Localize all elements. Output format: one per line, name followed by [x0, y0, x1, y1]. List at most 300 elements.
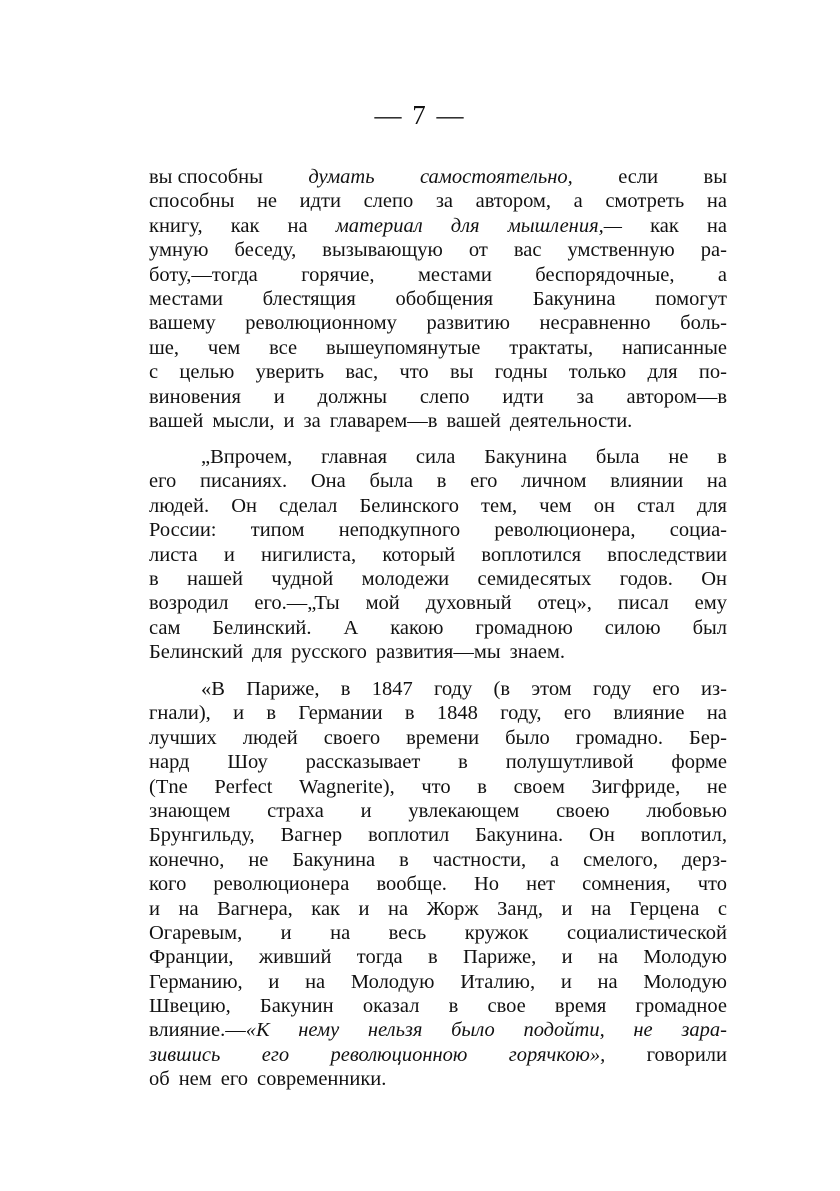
word: вы	[703, 166, 727, 188]
word: слепо	[419, 385, 470, 408]
word: местами	[149, 287, 223, 310]
text-line	[149, 567, 727, 591]
word: мой	[365, 592, 400, 615]
word: Perfect	[214, 775, 273, 798]
word: знающем	[149, 799, 231, 822]
word: а	[573, 190, 583, 213]
word: рассказывает	[305, 751, 421, 774]
text-line	[149, 445, 727, 469]
word: и	[149, 897, 160, 920]
text-line	[149, 994, 727, 1018]
word: этом	[531, 678, 572, 700]
word: полушутливой	[505, 751, 634, 774]
word: и	[233, 702, 245, 725]
text-line	[149, 336, 727, 360]
word: писал	[617, 592, 669, 615]
word: своего	[323, 726, 381, 749]
word: из-	[701, 678, 727, 700]
word: должны	[317, 385, 388, 408]
word: Молодую	[350, 970, 435, 993]
word: Вагнера,	[217, 897, 293, 920]
word: Молодую	[643, 970, 727, 993]
word: возродил	[149, 592, 229, 615]
word: в	[448, 995, 459, 1018]
word: подойти,	[523, 1019, 605, 1042]
word: говорили	[646, 1043, 727, 1066]
text-line	[149, 238, 727, 262]
word: на	[287, 214, 308, 237]
word: и	[223, 543, 235, 566]
text-line	[149, 726, 727, 750]
word: по-	[698, 361, 727, 384]
word: который	[382, 543, 456, 566]
word: на	[706, 702, 727, 725]
word: на	[305, 970, 326, 993]
word: отец»,	[537, 592, 592, 615]
word: году	[434, 678, 473, 700]
word: как	[230, 214, 260, 237]
text-line	[149, 775, 727, 799]
word: за	[576, 385, 594, 408]
word: и	[283, 409, 295, 432]
word: сам	[149, 616, 181, 639]
word: сомнения,	[582, 873, 671, 896]
word: Она	[310, 470, 346, 493]
word: не	[706, 775, 727, 798]
paragraph-3	[149, 677, 727, 1092]
word: он	[593, 494, 615, 517]
text-line	[149, 409, 727, 433]
text-line	[149, 263, 727, 287]
word: и	[360, 799, 372, 822]
word: в	[477, 775, 487, 798]
word: с	[717, 897, 727, 920]
word: время	[554, 995, 607, 1018]
word: его	[261, 1043, 290, 1066]
word: несравненно	[539, 312, 651, 335]
word: мысли,	[212, 409, 275, 432]
word: автором,	[475, 190, 552, 213]
word: Франции,	[149, 946, 234, 969]
word: и	[560, 970, 572, 993]
text-line	[149, 848, 727, 872]
text-line	[149, 469, 727, 493]
word: что	[399, 361, 429, 384]
word: его	[149, 470, 177, 493]
word: сделал	[279, 494, 338, 517]
word: беседу,	[234, 239, 297, 262]
word: в	[340, 678, 351, 700]
word: а	[550, 848, 560, 871]
word: была	[595, 446, 640, 468]
word: помогут	[655, 287, 727, 310]
word: идти	[299, 190, 341, 213]
word: Бакунина	[532, 287, 616, 310]
word: зара-	[681, 1019, 727, 1042]
word: современники.	[256, 1068, 387, 1091]
word: живший	[258, 946, 332, 969]
text-line	[149, 897, 727, 921]
word: от	[468, 239, 488, 262]
text-line	[149, 616, 727, 640]
word: не	[256, 190, 278, 213]
word: любовью	[646, 799, 727, 822]
word: Зигфриде,	[591, 775, 681, 798]
word: Огаревым,	[149, 921, 243, 944]
word: своею	[556, 799, 610, 822]
word: нигилиста,	[261, 543, 357, 566]
word: зившись	[149, 1043, 221, 1066]
word: и	[268, 970, 280, 993]
word: на	[388, 897, 409, 920]
word: ра-	[700, 239, 727, 262]
word: думать	[308, 166, 375, 188]
word: листа	[149, 543, 198, 566]
word: ему	[694, 592, 727, 615]
word: трактаты,	[509, 336, 594, 359]
word: революционера,	[494, 519, 636, 542]
word: Но	[473, 873, 500, 896]
word: писаниях.	[199, 470, 288, 493]
word: уверить	[255, 361, 325, 384]
text-line	[149, 287, 727, 311]
word: главарем—в	[329, 409, 438, 432]
word: России:	[149, 519, 217, 542]
word: социалистической	[566, 921, 727, 944]
word: для	[647, 361, 678, 384]
word: в	[404, 702, 415, 725]
word: главная	[321, 446, 387, 468]
word: Белинский	[149, 641, 244, 664]
word: написанные	[621, 336, 727, 359]
word: на	[706, 190, 727, 213]
word: Молодую	[643, 946, 727, 969]
word: не	[248, 848, 269, 871]
word: смелого,	[583, 848, 658, 871]
word: вашему	[149, 312, 216, 335]
paragraph-2	[149, 445, 727, 665]
word: на	[330, 921, 351, 944]
word: силою	[604, 616, 661, 639]
word: вышеупомянутые	[326, 336, 481, 359]
word: громадною	[475, 616, 573, 639]
word: боль-	[680, 312, 727, 335]
word: людей.	[149, 494, 210, 517]
text-line	[149, 640, 727, 664]
word: был	[692, 616, 727, 639]
word: на	[590, 897, 612, 920]
word: кружок	[464, 921, 529, 944]
text-line	[149, 1018, 727, 1042]
word: страха	[267, 799, 324, 822]
word: беспорядочные,	[535, 263, 675, 286]
text-line	[149, 360, 727, 384]
word: громадное	[635, 995, 727, 1018]
word: свое	[487, 995, 526, 1018]
text-line	[149, 494, 727, 518]
word: Он	[589, 824, 615, 847]
word: лучших	[149, 726, 217, 749]
word: духовный	[425, 592, 512, 615]
word: что	[421, 775, 451, 798]
text-line	[149, 1043, 727, 1067]
word: вы	[449, 361, 474, 384]
word: и	[561, 897, 573, 920]
word: нему	[298, 1019, 340, 1042]
word: его	[563, 702, 592, 725]
word: Бакунин	[259, 995, 334, 1018]
word: в	[149, 567, 159, 590]
text-line	[149, 970, 727, 994]
word: Париже,	[463, 946, 537, 969]
word: виновения	[149, 385, 241, 408]
word: времени	[406, 726, 480, 749]
word: году,	[500, 702, 542, 725]
word: Он	[231, 494, 257, 517]
word: для	[252, 641, 283, 664]
word: нем	[178, 1068, 212, 1091]
word: влиянии	[610, 470, 684, 493]
word: если	[618, 166, 659, 188]
word: а	[717, 263, 727, 286]
word: его	[470, 470, 498, 493]
word: за	[303, 409, 321, 432]
word: 1848	[436, 702, 478, 725]
word: развития—мы	[375, 641, 501, 664]
word: блестящия	[262, 287, 356, 310]
word: на	[706, 214, 727, 237]
word: влияние.—«К	[149, 1019, 270, 1042]
word: местами	[417, 263, 492, 286]
word: впоследствии	[607, 543, 727, 566]
word: что	[697, 873, 727, 896]
word: ше,	[149, 336, 180, 359]
word: было	[451, 1019, 495, 1042]
word: как	[650, 214, 679, 237]
word: какою	[390, 616, 444, 639]
text-line	[149, 921, 727, 945]
word: семидесятых	[477, 567, 592, 590]
word: как	[311, 897, 341, 920]
word: годны	[494, 361, 548, 384]
word: А	[343, 616, 359, 639]
word: конечно,	[149, 848, 225, 871]
word: развитию	[426, 312, 510, 335]
word: вас	[513, 239, 542, 262]
text-line	[149, 165, 727, 189]
page-number: — 7 —	[374, 100, 466, 130]
word: (Tne	[149, 775, 188, 798]
paragraph-1	[149, 165, 727, 433]
text-line	[149, 799, 727, 823]
text-line	[149, 701, 727, 725]
word: автором—в	[626, 385, 727, 408]
word: умственную	[567, 239, 675, 262]
word: воплотил	[368, 824, 450, 847]
word: личном	[521, 470, 587, 493]
text-line	[149, 1067, 727, 1091]
word: было	[505, 726, 550, 749]
word: Париже,	[246, 678, 320, 700]
word: „Впрочем,	[201, 446, 293, 468]
word: умную	[149, 239, 209, 262]
word: неподкупного	[338, 519, 461, 542]
word: горячие,	[301, 263, 375, 286]
word: Бакунина	[292, 848, 376, 871]
word: в	[436, 470, 447, 493]
word: и	[273, 385, 285, 408]
word: слепо	[363, 190, 414, 213]
word: его	[652, 678, 680, 700]
word: материал	[335, 214, 423, 237]
word: вас,	[345, 361, 379, 384]
text-line	[149, 385, 727, 409]
word: для	[696, 494, 727, 517]
word: чем	[539, 494, 572, 517]
word: и	[358, 897, 370, 920]
word: на	[597, 946, 619, 969]
word: воплотился	[481, 543, 582, 566]
word: способны	[149, 190, 235, 213]
word: с	[149, 361, 159, 384]
word: нашей	[187, 567, 243, 590]
word: была	[369, 470, 414, 493]
word: в	[458, 751, 468, 774]
word: тем,	[481, 494, 518, 517]
word: Жорж	[426, 897, 479, 920]
word: Вагнер	[280, 824, 343, 847]
word: идти	[502, 385, 544, 408]
text-line	[149, 677, 727, 701]
word: стал	[636, 494, 675, 517]
word: сила	[415, 446, 456, 468]
word: Белинский.	[212, 616, 312, 639]
text-line	[149, 543, 727, 567]
word: горячкою»,	[508, 1043, 606, 1066]
word: мышления,—	[507, 214, 622, 237]
word: самостоятельно,	[419, 166, 573, 188]
word: Он	[701, 567, 727, 590]
word: Брунгильду,	[149, 824, 255, 847]
word: в	[428, 946, 438, 969]
word: дерз-	[681, 848, 727, 871]
word: на	[178, 897, 199, 920]
word: Wagnerite),	[299, 775, 395, 798]
word: чем	[207, 336, 241, 359]
text-line	[149, 311, 727, 335]
word: Бер-	[688, 726, 727, 749]
word: оказал	[362, 995, 420, 1018]
word: 1847	[371, 678, 413, 700]
word: книгу,	[149, 214, 203, 237]
text-line	[149, 872, 727, 896]
word: обобщения	[395, 287, 494, 310]
word: влияние	[613, 702, 685, 725]
word: революционною	[330, 1043, 468, 1066]
word: деятельности.	[509, 409, 633, 432]
word: Швецию,	[149, 995, 231, 1018]
text-line	[149, 214, 727, 238]
word: все	[269, 336, 298, 359]
word: в	[717, 446, 727, 468]
word: Германии	[298, 702, 383, 725]
text-line	[149, 189, 727, 213]
word: на	[706, 470, 727, 493]
word: знаем.	[509, 641, 565, 664]
word: Германию,	[149, 970, 243, 993]
text-line	[149, 591, 727, 615]
word: социа-	[669, 519, 727, 542]
word: и	[280, 921, 292, 944]
text-line	[149, 518, 727, 542]
word: «В	[201, 678, 225, 700]
word: революционера	[213, 873, 350, 896]
word: вызывающую	[322, 239, 443, 262]
word: Бакунина.	[475, 824, 564, 847]
word: Герцена	[629, 897, 700, 920]
word: воплотил,	[640, 824, 727, 847]
word: чудной	[271, 567, 334, 590]
word: революционному	[245, 312, 397, 335]
word: гнали),	[149, 702, 211, 725]
word: Италию,	[460, 970, 536, 993]
text-line	[149, 823, 727, 847]
text-line	[149, 750, 727, 774]
word: боту,—тогда	[149, 263, 258, 286]
word: об	[149, 1068, 170, 1091]
word: вашей	[149, 409, 204, 432]
word: смотреть	[605, 190, 685, 213]
word: весь	[388, 921, 427, 944]
word: вашей	[446, 409, 501, 432]
text-line	[149, 945, 727, 969]
word: нард	[149, 751, 190, 774]
word: Белинского	[359, 494, 459, 517]
word: нельзя	[367, 1019, 423, 1042]
word: за	[435, 190, 454, 213]
word: русского	[291, 641, 367, 664]
word: молодежи	[361, 567, 450, 590]
word: вообще.	[376, 873, 447, 896]
word: не	[668, 446, 689, 468]
word: громадно.	[575, 726, 664, 749]
word: его.—„Ты	[254, 592, 340, 615]
word: типом	[250, 519, 305, 542]
word: в	[399, 848, 409, 871]
word: частности,	[432, 848, 527, 871]
word: его	[220, 1068, 248, 1091]
word: Занд,	[497, 897, 543, 920]
word: и	[561, 946, 573, 969]
word: Шоу	[227, 751, 268, 774]
word: году	[592, 678, 632, 700]
word: форме	[671, 751, 727, 774]
word: нет	[526, 873, 556, 896]
word: на	[597, 970, 618, 993]
word: целью	[179, 361, 235, 384]
word: не	[633, 1019, 653, 1042]
word: тогда	[356, 946, 403, 969]
word: увлекающем	[408, 799, 520, 822]
word: своем	[513, 775, 565, 798]
word: (в	[493, 678, 511, 700]
word: в	[266, 702, 277, 725]
word: кого	[149, 873, 187, 896]
word: для	[450, 214, 480, 237]
word: вы способны	[149, 166, 263, 188]
word: людей	[242, 726, 298, 749]
word: только	[568, 361, 627, 384]
